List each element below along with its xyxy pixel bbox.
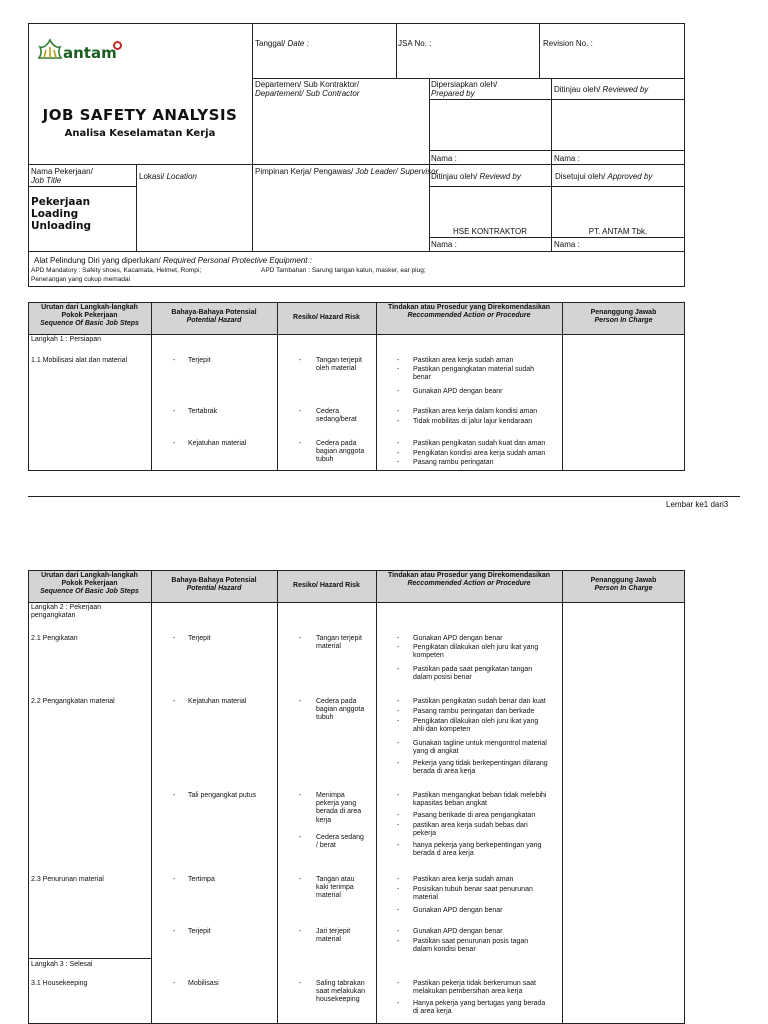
p2-action-2-1: Pastikan pengikatan sudah benar dan kuat bbox=[413, 698, 546, 705]
p2-action-6-2: Hanya pekerja yang bertugas yang berada di area kerja bbox=[413, 1000, 546, 1016]
dept-label: Departemen/ Sub Kontraktor/ Departement/ Sub Contractor bbox=[255, 80, 360, 98]
p2-action-5-1: Gunakan APD dengan benar bbox=[413, 928, 503, 935]
step-1-1: 1.1 Mobilisasi alat dan material bbox=[31, 357, 128, 364]
hazard-2: Tertabrak bbox=[188, 408, 218, 415]
p2-risk-4: Cedera sedang / berat bbox=[316, 834, 364, 850]
revision-field: Revision No. : bbox=[543, 39, 593, 48]
p2-hazard-1: Terjepit bbox=[188, 635, 211, 642]
leader-label: Pimpinan Kerja/ Pengawas/ Job Leader/ Supervisor bbox=[255, 167, 439, 176]
antam-logo-text: antam bbox=[63, 44, 117, 62]
p2-action-4-2: Posisikan tubuh benar saat penurunan material bbox=[413, 886, 533, 902]
p2-risk-2: Cedera pada bagian anggota tubuh bbox=[316, 698, 365, 722]
action-2-1: Pastikan area kerja dalam kondisi aman bbox=[413, 408, 538, 415]
antam-logo bbox=[37, 38, 147, 64]
p2-action-4-3: Gunakan APD dengan benar bbox=[413, 907, 503, 914]
action-1-3: Gunakan APD dengan beanr bbox=[413, 388, 503, 395]
p2-action-3-1: Pastikan mengangkat beban tidak melebihi kapasitas beban angkat bbox=[413, 792, 547, 808]
job-title-label: Nama Pekerjaan/ Job Title bbox=[31, 167, 93, 185]
approved-label: Disetujui oleh/ Approved by bbox=[555, 172, 653, 181]
step-2-2: 2.2 Pengangkatan material bbox=[31, 698, 115, 705]
page-title: JOB SAFETY ANALYSIS bbox=[42, 106, 238, 124]
hazard-3: Kejatuhan material bbox=[188, 440, 247, 447]
header-hazard: Bahaya-Bahaya Potensial Potential Hazard bbox=[171, 309, 257, 324]
p2-risk-1: Tangan terjepit material bbox=[316, 635, 362, 651]
step1-header: Langkah 1 : Persiapan bbox=[31, 336, 102, 343]
header-steps: Urutan dari Langkah-langkah Pokok Pekerjaan Sequence Of Basic Job Steps bbox=[40, 304, 139, 327]
prepared-label: Dipersiapkan oleh/ Prepared by bbox=[431, 80, 498, 98]
p2-action-2-5: Pekerja yang tidak berkepentingan dilarang berada di area kerja bbox=[413, 760, 548, 776]
antam-emblem-icon bbox=[37, 38, 63, 62]
p2-hazard-4: Tertimpa bbox=[188, 876, 215, 883]
p2-action-6-1: Pastikan pekerja tidak berkerumun saat melakukan pembersihan area kerja bbox=[413, 980, 536, 996]
nama-prepared: Nama : bbox=[431, 154, 457, 163]
header-risk-2: Resiko/ Hazard Risk bbox=[293, 582, 360, 589]
p2-hazard-2: Kejatuhan material bbox=[188, 698, 247, 705]
action-1-2: Pastikan pengangkatan material sudah benar bbox=[413, 366, 535, 382]
action-1-1: Pastikan area kerja sudah aman bbox=[413, 357, 514, 364]
p2-action-3-4: hanya pekerja yang berkepentingan yang berada d area kerja bbox=[413, 842, 542, 858]
header-action: Tindakan atau Prosedur yang Direkomendasikan Reccommended Action or Procedure bbox=[387, 304, 551, 319]
antam-logo-mark bbox=[113, 41, 122, 50]
risk-1: Tangan terjepit oleh material bbox=[316, 357, 362, 373]
reviewed-label: Ditinjau oleh/ Reviewed by bbox=[554, 85, 649, 94]
p2-action-2-2: Pasang rambu peringatan dan berkade bbox=[413, 708, 535, 715]
penerangan: Penerangan yang cukup memadai bbox=[31, 276, 131, 283]
jsa-no-field: JSA No. : bbox=[398, 39, 432, 48]
apd-tambahan: APD Tambahan : Sarung tangan katun, masker, ear plug; bbox=[261, 267, 426, 274]
step-3-1: 3.1 Housekeeping bbox=[31, 980, 88, 987]
nama-reviewed: Nama : bbox=[554, 154, 580, 163]
apd-mandatory: APD Mandatory : Safety shoes, Kacamata, Helmet, Rompi; bbox=[31, 267, 202, 274]
p2-action-4-1: Pastikan area kerja sudah aman bbox=[413, 876, 514, 883]
header-steps-2: Urutan dari Langkah-langkah Pokok Pekerjaan Sequence Of Basic Job Steps bbox=[40, 572, 139, 595]
p2-risk-3: Menimpa pekerja yang berada di area kerja bbox=[316, 792, 362, 824]
nama-pt: Nama : bbox=[554, 240, 580, 249]
action-2-2: Tidak mobilitas di jalur lajur kendaraan bbox=[413, 418, 533, 425]
risk-2: Cedera sedang/berat bbox=[316, 408, 357, 424]
p2-risk-5: Tangan atau kaki terimpa material bbox=[316, 876, 355, 900]
p2-hazard-3: Tali pengangkat putus bbox=[188, 792, 257, 799]
p2-risk-6: Jari terjepit material bbox=[316, 928, 351, 944]
sheet-number: Lembar ke1 dari3 bbox=[666, 500, 729, 509]
step-2-1: 2.1 Pengikatan bbox=[31, 635, 78, 642]
hse-kontraktor: HSE KONTRAKTOR bbox=[452, 227, 528, 236]
p2-action-2-3: Pengikatan dilakukan oleh juru ikat yang ahli dan kompeten bbox=[413, 718, 539, 734]
nama-hse: Nama : bbox=[431, 240, 457, 249]
pt-antam: PT. ANTAM Tbk. bbox=[588, 227, 648, 236]
location-label: Lokasi/ Location bbox=[139, 172, 197, 181]
p2-action-1-3: Pastikan pada saat pengikatan tangan dalam posisi benar bbox=[413, 666, 533, 682]
page-separator bbox=[28, 496, 740, 497]
p2-action-2-4: Gunakan tagline untuk mengontrol material yang di angkat bbox=[413, 740, 547, 756]
p2-hazard-6: Mobilisasi bbox=[188, 980, 219, 987]
p2-hazard-5: Terjepit bbox=[188, 928, 211, 935]
p2-action-1-1: Gunakan APD dengan benar bbox=[413, 635, 503, 642]
header-risk: Resiko/ Hazard Risk bbox=[293, 314, 360, 321]
action-3-3: Pasang rambu peringatan bbox=[413, 459, 494, 466]
p2-action-3-2: Pasang berikade di area pengangkatan bbox=[413, 812, 536, 819]
action-3-2: Pengikatan kondisi area kerja sudah aman bbox=[413, 450, 546, 457]
ppe-label: Alat Pelindung Diri yang diperlukan/ Required Personal Protective Equipment : bbox=[34, 256, 312, 265]
header-hazard-2: Bahaya-Bahaya Potensial Potential Hazard bbox=[171, 577, 257, 592]
step-2-3: 2.3 Penurunan material bbox=[31, 876, 104, 883]
job-title-value: Pekerjaan Loading Unloading bbox=[31, 196, 92, 232]
header-pic: Penanggung Jawab Person In Charge bbox=[590, 309, 657, 324]
p2-risk-7: Saling tabrakan saat melakukan housekeeping bbox=[316, 980, 366, 1004]
header-action-2: Tindakan atau Prosedur yang Direkomendasikan Reccommended Action or Procedure bbox=[387, 572, 551, 587]
hazard-1: Terjepit bbox=[188, 357, 211, 364]
step3-header: Langkah 3 : Selesai bbox=[31, 961, 93, 968]
step2-header: Langkah 2 : Pekerjaan pengangkatan bbox=[31, 604, 102, 620]
p2-action-1-2: Pengikatan dilakukan oleh juru ikat yang kompeten bbox=[413, 644, 539, 660]
date-field: Tanggal/ Date : bbox=[255, 39, 309, 48]
action-3-1: Pastikan pengikatan sudah kuat dan aman bbox=[413, 440, 546, 447]
p2-action-3-3: pastikan area kerja sudah bebas dari pekerja bbox=[413, 822, 528, 838]
header-pic-2: Penanggung Jawab Person In Charge bbox=[590, 577, 657, 592]
page-subtitle: Analisa Keselamatan Kerja bbox=[64, 128, 216, 139]
p2-action-5-2: Pastikan saat penurunan posis tagan dalam kondisi benar bbox=[413, 938, 529, 954]
risk-3: Cedera pada bagian anggota tubuh bbox=[316, 440, 365, 464]
reviewd-label: Ditinjau oleh/ Reviewd by bbox=[431, 172, 521, 181]
